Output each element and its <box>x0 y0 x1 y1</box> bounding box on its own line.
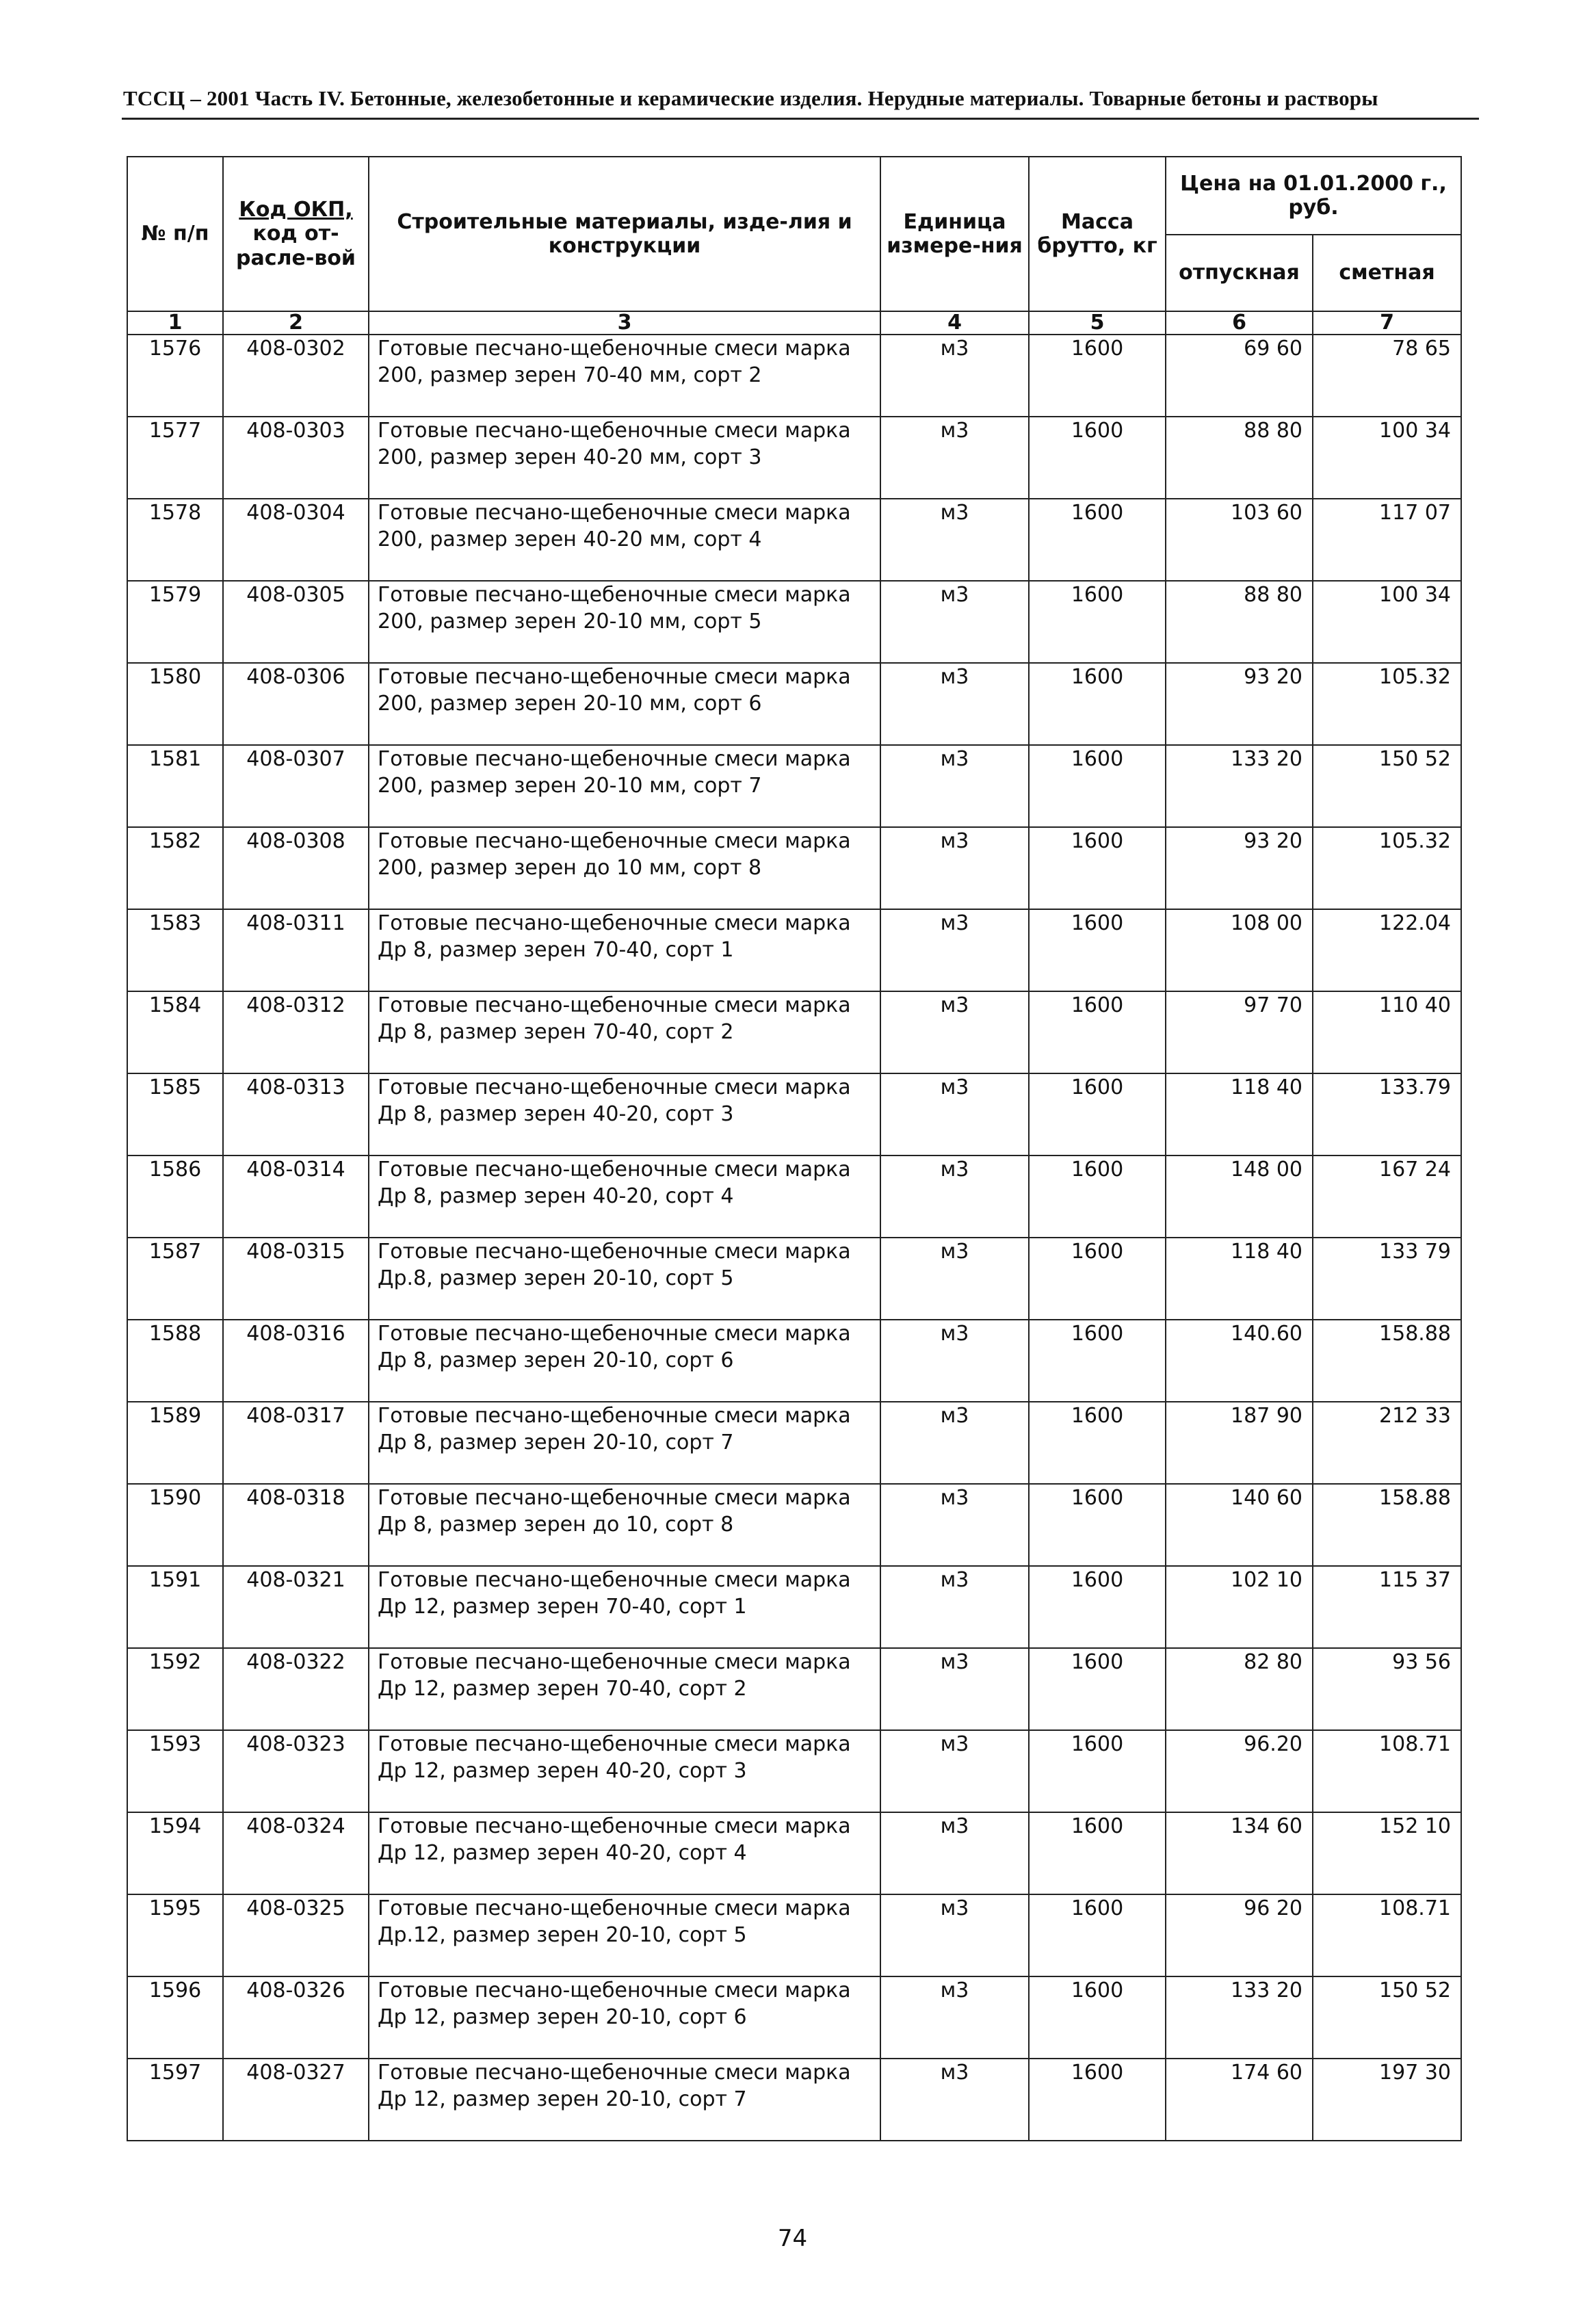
row-mass: 1600 <box>1029 1812 1166 1894</box>
row-mass: 1600 <box>1029 581 1166 663</box>
row-unit: м3 <box>880 1812 1029 1894</box>
row-unit: м3 <box>880 909 1029 991</box>
row-code: 408-0316 <box>223 1320 369 1402</box>
column-number: 1 <box>127 311 223 335</box>
table-row <box>127 581 1461 663</box>
row-retail-price: 174 60 <box>1166 2059 1313 2141</box>
row-mass: 1600 <box>1029 1073 1166 1156</box>
row-name: Готовые песчано-щебеночные смеси марка Др 8, размер зерен 70-40, сорт 2 <box>369 991 880 1073</box>
row-unit: м3 <box>880 1730 1029 1812</box>
row-estimate-price: 150 52 <box>1313 745 1461 827</box>
table-row <box>127 663 1461 745</box>
row-number: 1583 <box>127 909 223 991</box>
table-row <box>127 1402 1461 1484</box>
row-unit: м3 <box>880 581 1029 663</box>
row-retail-price: 69 60 <box>1166 335 1313 417</box>
row-mass: 1600 <box>1029 1566 1166 1648</box>
row-mass: 1600 <box>1029 1484 1166 1566</box>
table-row <box>127 1648 1461 1730</box>
row-estimate-price: 115 37 <box>1313 1566 1461 1648</box>
col-header-code <box>223 157 369 311</box>
row-estimate-price: 105.32 <box>1313 663 1461 745</box>
row-unit: м3 <box>880 1566 1029 1648</box>
table-row <box>127 827 1461 909</box>
row-retail-price: 96 20 <box>1166 1894 1313 1976</box>
row-code: 408-0311 <box>223 909 369 991</box>
row-estimate-price: 100 34 <box>1313 417 1461 499</box>
row-code: 408-0323 <box>223 1730 369 1812</box>
row-code: 408-0327 <box>223 2059 369 2141</box>
row-retail-price: 133 20 <box>1166 745 1313 827</box>
row-name: Готовые песчано-щебеночные смеси марка Др 12, размер зерен 40-20, сорт 4 <box>369 1812 880 1894</box>
row-name: Готовые песчано-щебеночные смеси марка 200, размер зерен 20-10 мм, сорт 5 <box>369 581 880 663</box>
table-row <box>127 1238 1461 1320</box>
row-retail-price: 103 60 <box>1166 499 1313 581</box>
row-retail-price: 187 90 <box>1166 1402 1313 1484</box>
row-mass: 1600 <box>1029 909 1166 991</box>
row-estimate-price: 150 52 <box>1313 1976 1461 2059</box>
row-code: 408-0304 <box>223 499 369 581</box>
row-code: 408-0305 <box>223 581 369 663</box>
row-unit: м3 <box>880 417 1029 499</box>
row-mass: 1600 <box>1029 991 1166 1073</box>
row-estimate-price: 105.32 <box>1313 827 1461 909</box>
row-mass: 1600 <box>1029 827 1166 909</box>
row-estimate-price: 167 24 <box>1313 1156 1461 1238</box>
table-row <box>127 1073 1461 1156</box>
row-number: 1588 <box>127 1320 223 1402</box>
row-retail-price: 140 60 <box>1166 1484 1313 1566</box>
table-row <box>127 991 1461 1073</box>
row-mass: 1600 <box>1029 2059 1166 2141</box>
row-number: 1578 <box>127 499 223 581</box>
row-estimate-price: 158.88 <box>1313 1484 1461 1566</box>
row-estimate-price: 133 79 <box>1313 1238 1461 1320</box>
row-name: Готовые песчано-щебеночные смеси марка Др 8, размер зерен 40-20, сорт 4 <box>369 1156 880 1238</box>
row-retail-price: 97 70 <box>1166 991 1313 1073</box>
row-name: Готовые песчано-щебеночные смеси марка Др.8, размер зерен 20-10, сорт 5 <box>369 1238 880 1320</box>
row-mass: 1600 <box>1029 1976 1166 2059</box>
row-unit: м3 <box>880 2059 1029 2141</box>
row-code: 408-0317 <box>223 1402 369 1484</box>
row-retail-price: 108 00 <box>1166 909 1313 991</box>
table-row <box>127 2059 1461 2141</box>
column-number: 3 <box>369 311 880 335</box>
row-retail-price: 118 40 <box>1166 1238 1313 1320</box>
row-unit: м3 <box>880 745 1029 827</box>
row-code: 408-0322 <box>223 1648 369 1730</box>
row-number: 1579 <box>127 581 223 663</box>
table-row <box>127 499 1461 581</box>
header-rule <box>122 118 1479 120</box>
column-number: 2 <box>223 311 369 335</box>
row-unit: м3 <box>880 1976 1029 2059</box>
row-mass: 1600 <box>1029 1894 1166 1976</box>
row-number: 1580 <box>127 663 223 745</box>
row-number: 1576 <box>127 335 223 417</box>
col-header-number: № п/п <box>127 157 223 311</box>
row-estimate-price: 133.79 <box>1313 1073 1461 1156</box>
row-unit: м3 <box>880 1894 1029 1976</box>
row-name: Готовые песчано-щебеночные смеси марка Др 8, размер зерен 40-20, сорт 3 <box>369 1073 880 1156</box>
row-unit: м3 <box>880 499 1029 581</box>
row-mass: 1600 <box>1029 663 1166 745</box>
table-row <box>127 335 1461 417</box>
table-row <box>127 1812 1461 1894</box>
row-unit: м3 <box>880 1156 1029 1238</box>
col-header-retail: отпускная <box>1166 235 1313 311</box>
row-mass: 1600 <box>1029 335 1166 417</box>
row-mass: 1600 <box>1029 1238 1166 1320</box>
row-estimate-price: 197 30 <box>1313 2059 1461 2141</box>
row-retail-price: 118 40 <box>1166 1073 1313 1156</box>
row-code: 408-0303 <box>223 417 369 499</box>
column-number: 7 <box>1313 311 1461 335</box>
row-name: Готовые песчано-щебеночные смеси марка Др 8, размер зерен 20-10, сорт 7 <box>369 1402 880 1484</box>
row-retail-price: 88 80 <box>1166 417 1313 499</box>
column-number: 5 <box>1029 311 1166 335</box>
row-retail-price: 148 00 <box>1166 1156 1313 1238</box>
row-retail-price: 96.20 <box>1166 1730 1313 1812</box>
row-number: 1597 <box>127 2059 223 2141</box>
row-code: 408-0314 <box>223 1156 369 1238</box>
row-retail-price: 88 80 <box>1166 581 1313 663</box>
row-retail-price: 93 20 <box>1166 663 1313 745</box>
row-number: 1582 <box>127 827 223 909</box>
row-code: 408-0326 <box>223 1976 369 2059</box>
row-unit: м3 <box>880 335 1029 417</box>
row-name: Готовые песчано-щебеночные смеси марка 200, размер зерен 40-20 мм, сорт 3 <box>369 417 880 499</box>
row-mass: 1600 <box>1029 1730 1166 1812</box>
row-number: 1591 <box>127 1566 223 1648</box>
row-estimate-price: 110 40 <box>1313 991 1461 1073</box>
row-estimate-price: 93 56 <box>1313 1648 1461 1730</box>
row-code: 408-0313 <box>223 1073 369 1156</box>
row-mass: 1600 <box>1029 1402 1166 1484</box>
row-number: 1581 <box>127 745 223 827</box>
row-retail-price: 133 20 <box>1166 1976 1313 2059</box>
row-number: 1585 <box>127 1073 223 1156</box>
table-row <box>127 1156 1461 1238</box>
row-unit: м3 <box>880 1648 1029 1730</box>
row-mass: 1600 <box>1029 1648 1166 1730</box>
row-unit: м3 <box>880 1073 1029 1156</box>
row-name: Готовые песчано-щебеночные смеси марка Др.12, размер зерен 20-10, сорт 5 <box>369 1894 880 1976</box>
row-retail-price: 134 60 <box>1166 1812 1313 1894</box>
row-number: 1584 <box>127 991 223 1073</box>
row-name: Готовые песчано-щебеночные смеси марка Др 12, размер зерен 20-10, сорт 6 <box>369 1976 880 2059</box>
page-number: 74 <box>777 2225 808 2252</box>
column-number: 4 <box>880 311 1029 335</box>
row-unit: м3 <box>880 1238 1029 1320</box>
row-estimate-price: 212 33 <box>1313 1402 1461 1484</box>
col-header-price: Цена на 01.01.2000 г., руб. <box>1166 157 1461 235</box>
row-code: 408-0308 <box>223 827 369 909</box>
row-code: 408-0318 <box>223 1484 369 1566</box>
row-estimate-price: 100 34 <box>1313 581 1461 663</box>
row-estimate-price: 122.04 <box>1313 909 1461 991</box>
table-row <box>127 1730 1461 1812</box>
col-header-name: Строительные материалы, изде-лия и конструкции <box>369 157 880 311</box>
table-row <box>127 417 1461 499</box>
row-name: Готовые песчано-щебеночные смеси марка Др 12, размер зерен 70-40, сорт 2 <box>369 1648 880 1730</box>
row-name: Готовые песчано-щебеночные смеси марка Др 12, размер зерен 20-10, сорт 7 <box>369 2059 880 2141</box>
row-name: Готовые песчано-щебеночные смеси марка 200, размер зерен до 10 мм, сорт 8 <box>369 827 880 909</box>
row-estimate-price: 117 07 <box>1313 499 1461 581</box>
row-number: 1587 <box>127 1238 223 1320</box>
row-unit: м3 <box>880 827 1029 909</box>
row-mass: 1600 <box>1029 1320 1166 1402</box>
row-mass: 1600 <box>1029 499 1166 581</box>
row-code: 408-0324 <box>223 1812 369 1894</box>
row-name: Готовые песчано-щебеночные смеси марка Др 8, размер зерен 70-40, сорт 1 <box>369 909 880 991</box>
table-row <box>127 1320 1461 1402</box>
col-header-estimate: сметная <box>1313 235 1461 311</box>
row-retail-price: 102 10 <box>1166 1566 1313 1648</box>
row-number: 1594 <box>127 1812 223 1894</box>
row-unit: м3 <box>880 991 1029 1073</box>
row-name: Готовые песчано-щебеночные смеси марка Др 12, размер зерен 70-40, сорт 1 <box>369 1566 880 1648</box>
row-mass: 1600 <box>1029 417 1166 499</box>
row-name: Готовые песчано-щебеночные смеси марка 200, размер зерен 70-40 мм, сорт 2 <box>369 335 880 417</box>
row-code: 408-0312 <box>223 991 369 1073</box>
row-number: 1577 <box>127 417 223 499</box>
running-header: ТССЦ – 2001 Часть IV. Бетонные, железобетонные и керамические изделия. Нерудные материалы. Товарные бетоны и растворы <box>123 86 1378 110</box>
row-estimate-price: 158.88 <box>1313 1320 1461 1402</box>
table-row <box>127 909 1461 991</box>
row-number: 1590 <box>127 1484 223 1566</box>
table-row <box>127 1976 1461 2059</box>
row-name: Готовые песчано-щебеночные смеси марка Др 12, размер зерен 40-20, сорт 3 <box>369 1730 880 1812</box>
price-table <box>127 156 1462 2141</box>
row-name: Готовые песчано-щебеночные смеси марка 200, размер зерен 20-10 мм, сорт 6 <box>369 663 880 745</box>
row-estimate-price: 152 10 <box>1313 1812 1461 1894</box>
row-code: 408-0321 <box>223 1566 369 1648</box>
table-row <box>127 1894 1461 1976</box>
row-retail-price: 93 20 <box>1166 827 1313 909</box>
row-name: Готовые песчано-щебеночные смеси марка Др 8, размер зерен до 10, сорт 8 <box>369 1484 880 1566</box>
row-code: 408-0307 <box>223 745 369 827</box>
row-name: Готовые песчано-щебеночные смеси марка 200, размер зерен 40-20 мм, сорт 4 <box>369 499 880 581</box>
row-code: 408-0302 <box>223 335 369 417</box>
row-mass: 1600 <box>1029 745 1166 827</box>
row-estimate-price: 108.71 <box>1313 1730 1461 1812</box>
column-number-row <box>127 311 1461 335</box>
row-number: 1596 <box>127 1976 223 2059</box>
row-estimate-price: 78 65 <box>1313 335 1461 417</box>
row-name: Готовые песчано-щебеночные смеси марка 200, размер зерен 20-10 мм, сорт 7 <box>369 745 880 827</box>
table-row <box>127 745 1461 827</box>
table-row <box>127 1566 1461 1648</box>
row-estimate-price: 108.71 <box>1313 1894 1461 1976</box>
col-header-unit: Единица измере-ния <box>880 157 1029 311</box>
row-retail-price: 140.60 <box>1166 1320 1313 1402</box>
row-number: 1593 <box>127 1730 223 1812</box>
table-row <box>127 1484 1461 1566</box>
row-retail-price: 82 80 <box>1166 1648 1313 1730</box>
row-unit: м3 <box>880 663 1029 745</box>
row-code: 408-0325 <box>223 1894 369 1976</box>
row-unit: м3 <box>880 1484 1029 1566</box>
row-unit: м3 <box>880 1320 1029 1402</box>
row-number: 1586 <box>127 1156 223 1238</box>
row-unit: м3 <box>880 1402 1029 1484</box>
row-name: Готовые песчано-щебеночные смеси марка Др 8, размер зерен 20-10, сорт 6 <box>369 1320 880 1402</box>
column-number: 6 <box>1166 311 1313 335</box>
row-number: 1592 <box>127 1648 223 1730</box>
row-code: 408-0306 <box>223 663 369 745</box>
col-header-mass: Масса брутто, кг <box>1029 157 1166 311</box>
col-header-code-okp: Код ОКП, <box>239 197 353 222</box>
row-mass: 1600 <box>1029 1156 1166 1238</box>
row-number: 1595 <box>127 1894 223 1976</box>
row-number: 1589 <box>127 1402 223 1484</box>
col-header-code-branch: код от-расле-вой <box>236 222 356 270</box>
row-code: 408-0315 <box>223 1238 369 1320</box>
